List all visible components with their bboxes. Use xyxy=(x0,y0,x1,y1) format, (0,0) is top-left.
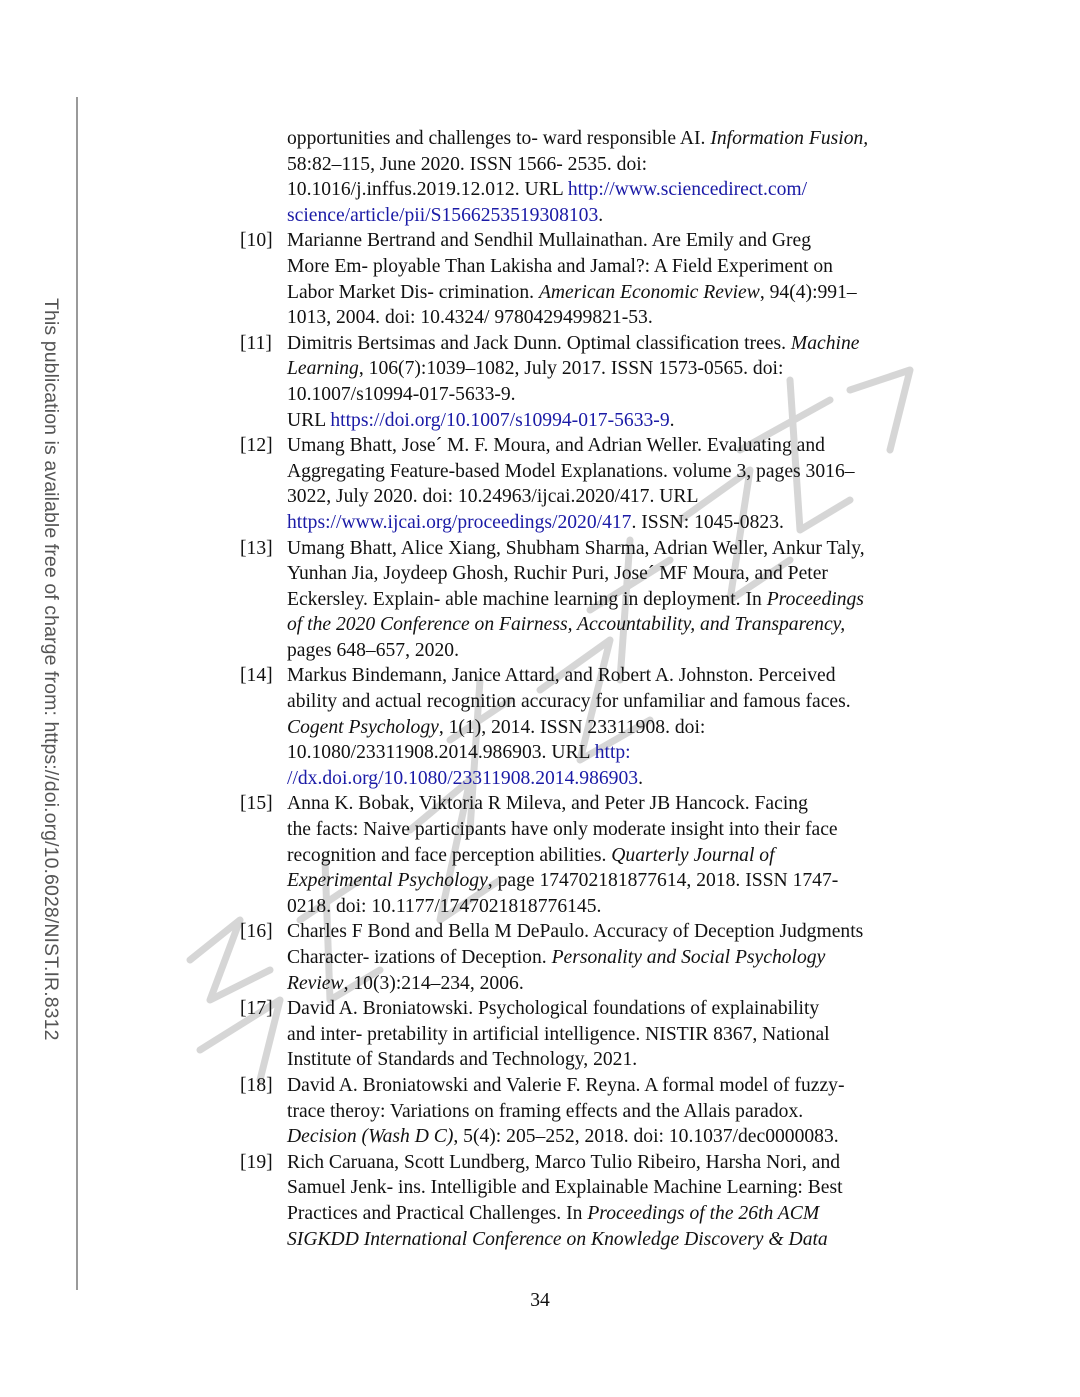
reference-link[interactable]: http: xyxy=(594,742,631,764)
ref-line: science/article/pii/S1566253519308103. xyxy=(287,204,604,226)
reference-item: [11] Dimitris Bertsimas and Jack Dunn. Optimal classification trees. Machine Learning, 106(7):1039–1082, July 2017. ISSN 1573-0565. doi: 10.1007/s10994-017-5633-9. URL https://doi.org/10.1007/s10994-017-5633-9. xyxy=(240,332,860,431)
reference-link[interactable]: //dx.doi.org/10.1080/23311908.2014.986903 xyxy=(287,767,639,789)
reference-link[interactable]: http://www.sciencedirect.com/ xyxy=(567,179,808,201)
reference-number: [13] xyxy=(240,537,273,559)
left-margin-rule xyxy=(76,97,78,1290)
ref-line: 58:82–115, June 2020. ISSN 1566- 2535. doi: xyxy=(287,153,648,175)
reference-number: [11] xyxy=(240,332,272,354)
reference-item xyxy=(240,126,924,228)
reference-item: [14] Markus Bindemann, Janice Attard, and Robert A. Johnston. Perceived ability and actual recognition accuracy for unfamiliar and famous faces. Cogent Psychology, 1(1), 2014. ISSN 23311908. doi: 10.1080/23311908.2014.986903. URL http: //dx.doi.org/10.1080/23311908.2014.986903. xyxy=(240,665,851,789)
reference-number: [14] xyxy=(240,665,273,687)
reference-link[interactable]: science/article/pii/S1566253519308103 xyxy=(287,204,599,226)
reference-item: [10] Marianne Bertrand and Sendhil Mullainathan. Are Emily and Greg More Em- ployable Than Lakisha and Jamal?: A Field Experiment on Labor Market Dis- crimination. American Economic Review, 94(4):991– 1013, 2004. doi: 10.4324/ 9780429499821-53. xyxy=(240,230,857,329)
reference-item: [13] Umang Bhatt, Alice Xiang, Shubham Sharma, Adrian Weller, Ankur Taly, Yunhan Jia, Joydeep Ghosh, Ruchir Puri, Jose´ MF Moura, and Peter Eckersley. Explain- able machine learning in deployment. In Proceedings of the 2020 Conference on Fairness, Accountability, and Transparency, pages 648–657, 2020. xyxy=(240,537,865,661)
reference-item: [18] David A. Broniatowski and Valerie F. Reyna. A formal model of fuzzy- trace theroy: Variations on framing effects and the Allais paradox. Decision (Wash D C), 5(4): 205–252, 2018. doi: 10.1037/dec0000083. xyxy=(240,1074,845,1148)
reference-number: [16] xyxy=(240,921,273,943)
reference-item: [19] Rich Caruana, Scott Lundberg, Marco Tulio Ribeiro, Harsha Nori, and Samuel Jenk- ins. Intelligible and Explainable Machine Learning: Best Practices and Practical Challenges. In Proceedings of the 26th ACM SIGKDD International Conference on Knowledge Discovery & Data xyxy=(240,1151,843,1250)
reference-link[interactable]: https://doi.org/10.1007/s10994-017-5633-9 xyxy=(330,409,670,431)
reference-item: [17] David A. Broniatowski. Psychological foundations of explainability and inter- pretability in artificial intelligence. NISTIR 8367, National Institute of Standards and Technology, 2021. xyxy=(240,998,830,1071)
reference-link[interactable]: https://www.ijcai.org/proceedings/2020/417 xyxy=(287,511,632,533)
ref-line: opportunities and challenges to- ward responsible AI. Information Fusion, xyxy=(287,128,869,149)
reference-number: [18] xyxy=(240,1074,273,1096)
reference-item: [12] Umang Bhatt, Jose´ M. F. Moura, and Adrian Weller. Evaluating and Aggregating Feature-based Model Explanations. volume 3, pages 3016– 3022, July 2020. doi: 10.24963/ijcai.2020/417. URL https://www.ijcai.org/proceedings/2020/417. ISSN: 1045-0823. xyxy=(240,435,855,533)
reference-number: [12] xyxy=(240,435,273,457)
reference-number: [17] xyxy=(240,998,273,1020)
reference-list xyxy=(240,126,924,1252)
ref-line: 10.1016/j.inffus.2019.12.012. URL http://www.sciencedirect.com/ xyxy=(287,179,808,201)
reference-item: [16] Charles F Bond and Bella M DePaulo. Accuracy of Deception Judgments Character- izations of Deception. Personality and Social Psychology Review, 10(3):214–234, 2006. xyxy=(240,921,864,994)
reference-item: [15] Anna K. Bobak, Viktoria R Mileva, and Peter JB Hancock. Facing the facts: Naive participants have only moderate insight into their face recognition and face perception abilities. Quarterly Journal of Experimental Psychology, page 174702181877614, 2018. ISSN 1747- 0218. doi: 10.1177/1747021818776145. xyxy=(240,793,839,917)
reference-number: [15] xyxy=(240,793,273,815)
reference-number: [19] xyxy=(240,1151,273,1173)
availability-statement: This publication is available free of charge from: https://doi.org/10.6028/NIST.IR.8312 xyxy=(40,298,62,1041)
reference-number: [10] xyxy=(240,230,273,252)
page-number: 34 xyxy=(530,1290,550,1311)
